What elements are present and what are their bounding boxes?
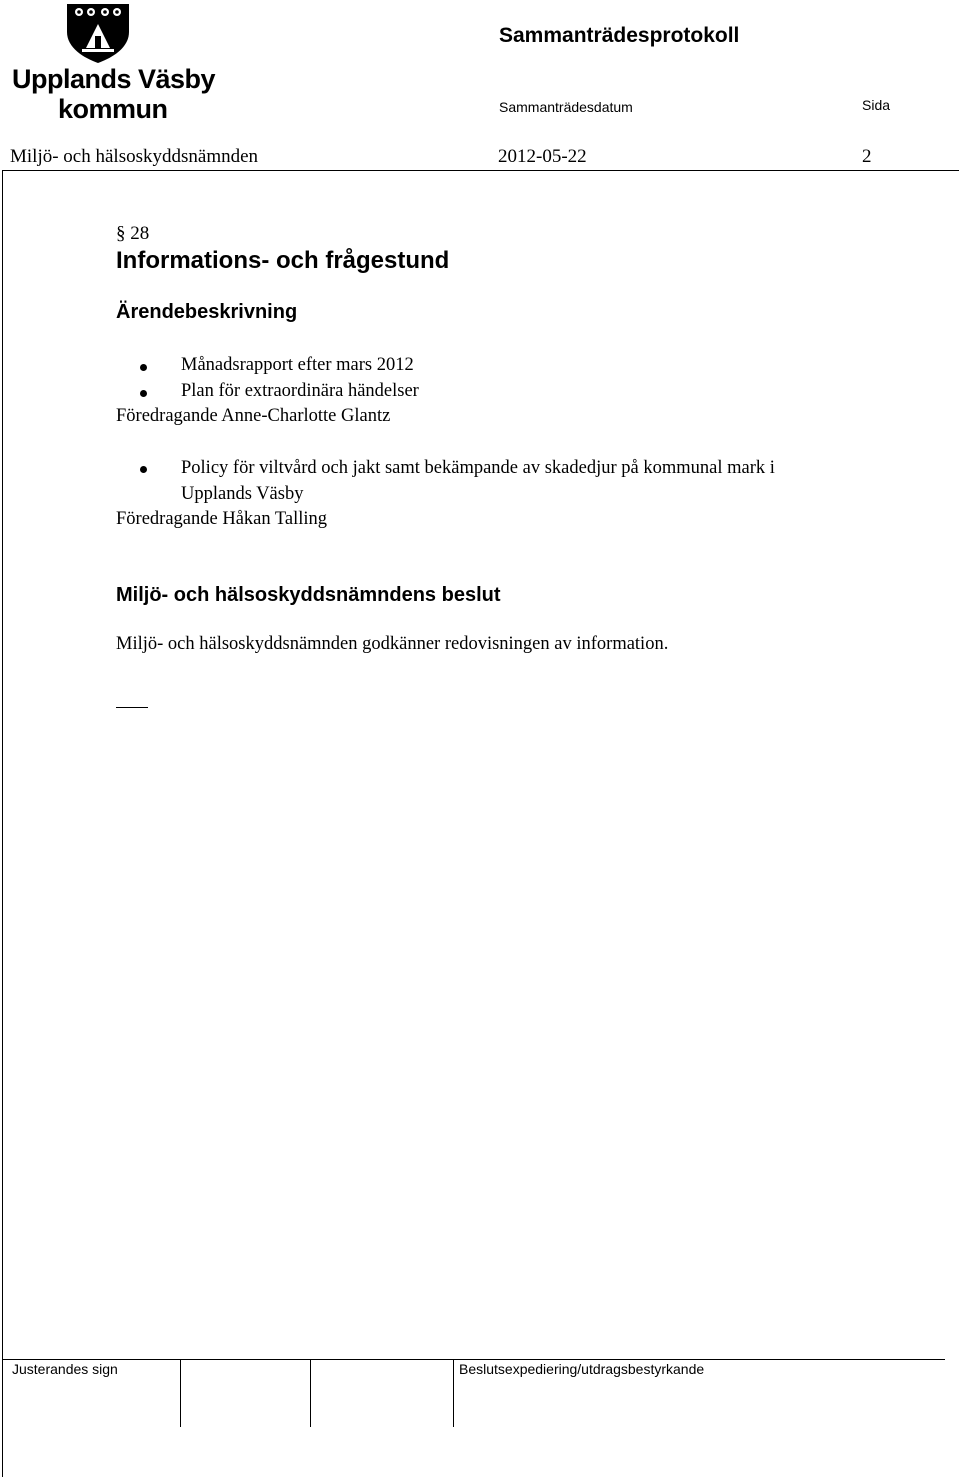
list-item: Policy för viltvård och jakt samt bekämpande av skadedjur på kommunal mark i xyxy=(181,458,775,478)
section-heading: Ärendebeskrivning xyxy=(116,301,298,323)
logo-name: Upplands Väsby xyxy=(12,64,216,94)
presenter-line: Föredragande Håkan Talling xyxy=(116,509,328,529)
paragraph-number: § 28 xyxy=(116,223,150,244)
date-label: Sammanträdesdatum xyxy=(499,99,633,115)
bullet-marker xyxy=(140,364,147,371)
decision-heading: Miljö- och hälsoskyddsnämndens beslut xyxy=(116,584,501,606)
signature-box-divider xyxy=(310,1359,311,1427)
document-type: Sammanträdesprotokoll xyxy=(499,24,740,47)
footer-dispatch-label: Beslutsexpediering/utdragsbestyrkande xyxy=(459,1361,705,1377)
page-label: Sida xyxy=(862,97,891,113)
signature-box-divider xyxy=(180,1359,181,1427)
end-marker-line xyxy=(116,707,148,708)
bullet-marker xyxy=(140,390,147,397)
footer-rule xyxy=(2,1359,945,1360)
municipality-logo xyxy=(8,2,216,124)
committee-name: Miljö- och hälsoskyddsnämnden xyxy=(10,146,259,167)
presenter-line: Föredragande Anne-Charlotte Glantz xyxy=(116,406,391,426)
coat-of-arms-icon xyxy=(64,2,132,64)
list-item: Månadsrapport efter mars 2012 xyxy=(181,355,414,375)
bullet-marker xyxy=(140,466,147,473)
footer-signature-label: Justerandes sign xyxy=(12,1361,118,1377)
decision-text: Miljö- och hälsoskyddsnämnden godkänner redovisningen av information. xyxy=(116,634,669,654)
item-title: Informations- och frågestund xyxy=(116,247,450,274)
list-item: Plan för extraordinära händelser xyxy=(181,381,419,401)
signature-box-divider xyxy=(453,1359,454,1427)
logo-subname: kommun xyxy=(58,94,168,124)
page-number: 2 xyxy=(862,146,872,167)
header-rule xyxy=(2,170,959,171)
list-item-continuation: Upplands Väsby xyxy=(181,484,304,504)
meeting-date: 2012-05-22 xyxy=(498,146,587,167)
frame-left-border xyxy=(2,170,3,1477)
